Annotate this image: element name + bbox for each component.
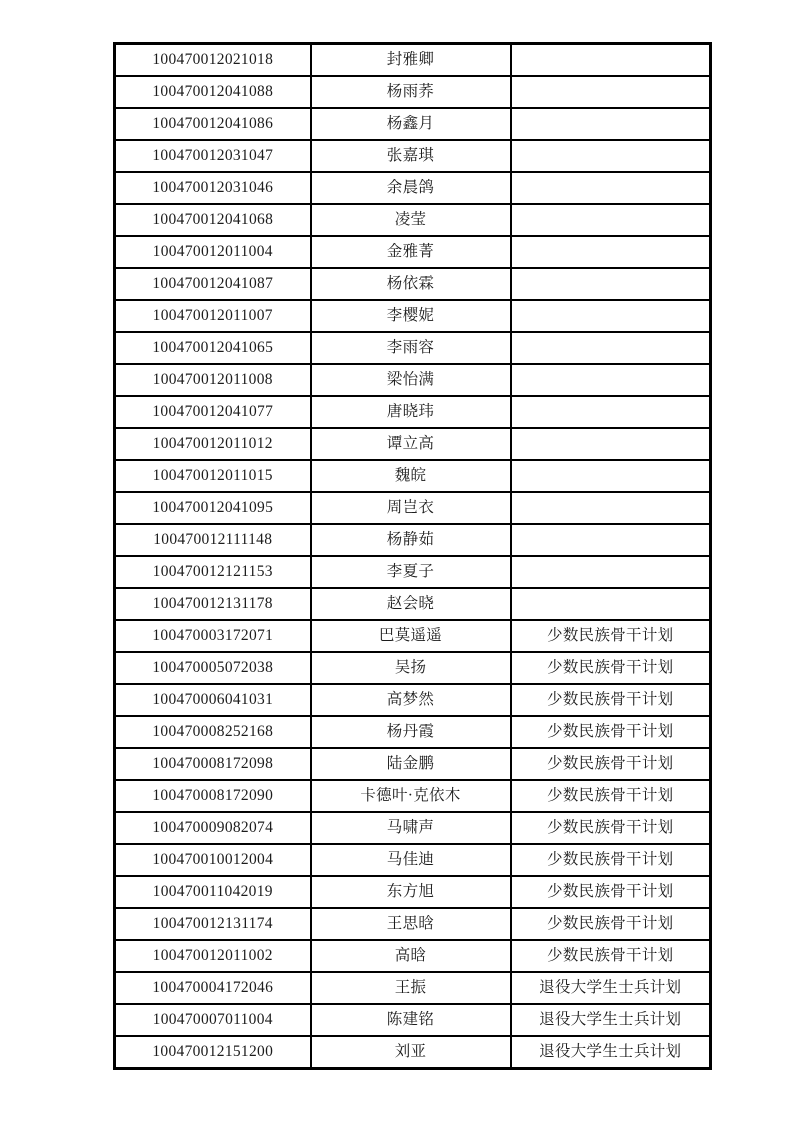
remark-cell: 少数民族骨干计划 (511, 844, 711, 876)
remark-cell: 少数民族骨干计划 (511, 780, 711, 812)
remark-cell (511, 460, 711, 492)
table-row (115, 524, 711, 556)
candidate-id-cell: 100470011042019 (115, 876, 311, 908)
table-row (115, 268, 711, 300)
candidate-name-cell: 李雨容 (311, 332, 511, 364)
remark-cell (511, 108, 711, 140)
candidate-id-cell: 100470012031046 (115, 172, 311, 204)
table-row (115, 460, 711, 492)
candidate-name-cell: 金雅菁 (311, 236, 511, 268)
table-row (115, 108, 711, 140)
candidate-id-cell: 100470005072038 (115, 652, 311, 684)
remark-cell: 退役大学生士兵计划 (511, 972, 711, 1004)
remark-cell (511, 492, 711, 524)
candidate-id-cell: 100470012011012 (115, 428, 311, 460)
remark-cell (511, 396, 711, 428)
table-row (115, 556, 711, 588)
table-row (115, 492, 711, 524)
candidate-name-cell: 王振 (311, 972, 511, 1004)
candidate-id-cell: 100470012021018 (115, 44, 311, 77)
table-row (115, 44, 711, 77)
candidate-id-cell: 100470008172090 (115, 780, 311, 812)
candidate-id-cell: 100470012041088 (115, 76, 311, 108)
candidate-id-cell: 100470012041087 (115, 268, 311, 300)
table-row (115, 844, 711, 876)
candidate-name-cell: 刘亚 (311, 1036, 511, 1069)
candidate-id-cell: 100470012011015 (115, 460, 311, 492)
roster-table (113, 42, 712, 1070)
candidate-id-cell: 100470012011004 (115, 236, 311, 268)
candidate-name-cell: 杨雨荞 (311, 76, 511, 108)
remark-cell (511, 172, 711, 204)
table-row (115, 1036, 711, 1069)
candidate-id-cell: 100470012131174 (115, 908, 311, 940)
candidate-name-cell: 杨静茹 (311, 524, 511, 556)
table-row (115, 876, 711, 908)
candidate-id-cell: 100470012111148 (115, 524, 311, 556)
candidate-name-cell: 吴扬 (311, 652, 511, 684)
candidate-name-cell: 杨依霖 (311, 268, 511, 300)
candidate-name-cell: 唐晓玮 (311, 396, 511, 428)
remark-cell: 少数民族骨干计划 (511, 620, 711, 652)
remark-cell (511, 204, 711, 236)
table-row (115, 364, 711, 396)
remark-cell: 少数民族骨干计划 (511, 652, 711, 684)
candidate-id-cell: 100470012041068 (115, 204, 311, 236)
remark-cell: 少数民族骨干计划 (511, 908, 711, 940)
candidate-name-cell: 王思晗 (311, 908, 511, 940)
candidate-name-cell: 马佳迪 (311, 844, 511, 876)
table-row (115, 908, 711, 940)
remark-cell: 少数民族骨干计划 (511, 748, 711, 780)
candidate-name-cell: 高梦然 (311, 684, 511, 716)
remark-cell: 少数民族骨干计划 (511, 876, 711, 908)
remark-cell: 退役大学生士兵计划 (511, 1036, 711, 1069)
remark-cell (511, 556, 711, 588)
candidate-name-cell: 张嘉琪 (311, 140, 511, 172)
candidate-id-cell: 100470003172071 (115, 620, 311, 652)
remark-cell (511, 268, 711, 300)
remark-cell: 少数民族骨干计划 (511, 812, 711, 844)
remark-cell (511, 300, 711, 332)
candidate-id-cell: 100470006041031 (115, 684, 311, 716)
table-row (115, 940, 711, 972)
table-row (115, 204, 711, 236)
remark-cell (511, 44, 711, 77)
roster-table-body (115, 44, 711, 1069)
table-row (115, 332, 711, 364)
candidate-id-cell: 100470012131178 (115, 588, 311, 620)
candidate-name-cell: 马啸声 (311, 812, 511, 844)
remark-cell (511, 76, 711, 108)
table-row (115, 588, 711, 620)
candidate-name-cell: 陈建铭 (311, 1004, 511, 1036)
candidate-id-cell: 100470012011007 (115, 300, 311, 332)
remark-cell (511, 236, 711, 268)
remark-cell (511, 332, 711, 364)
candidate-name-cell: 陆金鹏 (311, 748, 511, 780)
table-row (115, 716, 711, 748)
candidate-id-cell: 100470012011008 (115, 364, 311, 396)
table-row (115, 172, 711, 204)
remark-cell (511, 524, 711, 556)
candidate-id-cell: 100470012041086 (115, 108, 311, 140)
candidate-id-cell: 100470008252168 (115, 716, 311, 748)
candidate-id-cell: 100470012121153 (115, 556, 311, 588)
table-row (115, 396, 711, 428)
candidate-id-cell: 100470004172046 (115, 972, 311, 1004)
remark-cell: 少数民族骨干计划 (511, 684, 711, 716)
table-row (115, 428, 711, 460)
candidate-id-cell: 100470012151200 (115, 1036, 311, 1069)
candidate-name-cell: 杨丹霞 (311, 716, 511, 748)
candidate-name-cell: 东方旭 (311, 876, 511, 908)
candidate-name-cell: 李夏子 (311, 556, 511, 588)
candidate-id-cell: 100470008172098 (115, 748, 311, 780)
candidate-name-cell: 卡德叶·克依木 (311, 780, 511, 812)
remark-cell: 退役大学生士兵计划 (511, 1004, 711, 1036)
table-row (115, 300, 711, 332)
candidate-name-cell: 赵会晓 (311, 588, 511, 620)
candidate-id-cell: 100470010012004 (115, 844, 311, 876)
remark-cell: 少数民族骨干计划 (511, 716, 711, 748)
candidate-id-cell: 100470009082074 (115, 812, 311, 844)
candidate-name-cell: 杨鑫月 (311, 108, 511, 140)
table-row (115, 780, 711, 812)
candidate-id-cell: 100470012011002 (115, 940, 311, 972)
candidate-id-cell: 100470012041065 (115, 332, 311, 364)
table-row (115, 236, 711, 268)
remark-cell (511, 364, 711, 396)
table-row (115, 140, 711, 172)
table-row (115, 972, 711, 1004)
candidate-name-cell: 凌莹 (311, 204, 511, 236)
candidate-name-cell: 高晗 (311, 940, 511, 972)
candidate-name-cell: 封雅卿 (311, 44, 511, 77)
table-row (115, 76, 711, 108)
candidate-id-cell: 100470012041095 (115, 492, 311, 524)
candidate-name-cell: 周岂衣 (311, 492, 511, 524)
table-row (115, 748, 711, 780)
remark-cell: 少数民族骨干计划 (511, 940, 711, 972)
table-row (115, 1004, 711, 1036)
candidate-id-cell: 100470012031047 (115, 140, 311, 172)
candidate-name-cell: 巴莫遥遥 (311, 620, 511, 652)
remark-cell (511, 588, 711, 620)
table-row (115, 620, 711, 652)
candidate-name-cell: 李樱妮 (311, 300, 511, 332)
table-row (115, 652, 711, 684)
candidate-name-cell: 魏皖 (311, 460, 511, 492)
remark-cell (511, 428, 711, 460)
remark-cell (511, 140, 711, 172)
candidate-name-cell: 梁怡满 (311, 364, 511, 396)
table-row (115, 812, 711, 844)
candidate-name-cell: 余晨鸽 (311, 172, 511, 204)
candidate-id-cell: 100470007011004 (115, 1004, 311, 1036)
table-row (115, 684, 711, 716)
candidate-id-cell: 100470012041077 (115, 396, 311, 428)
candidate-name-cell: 谭立高 (311, 428, 511, 460)
